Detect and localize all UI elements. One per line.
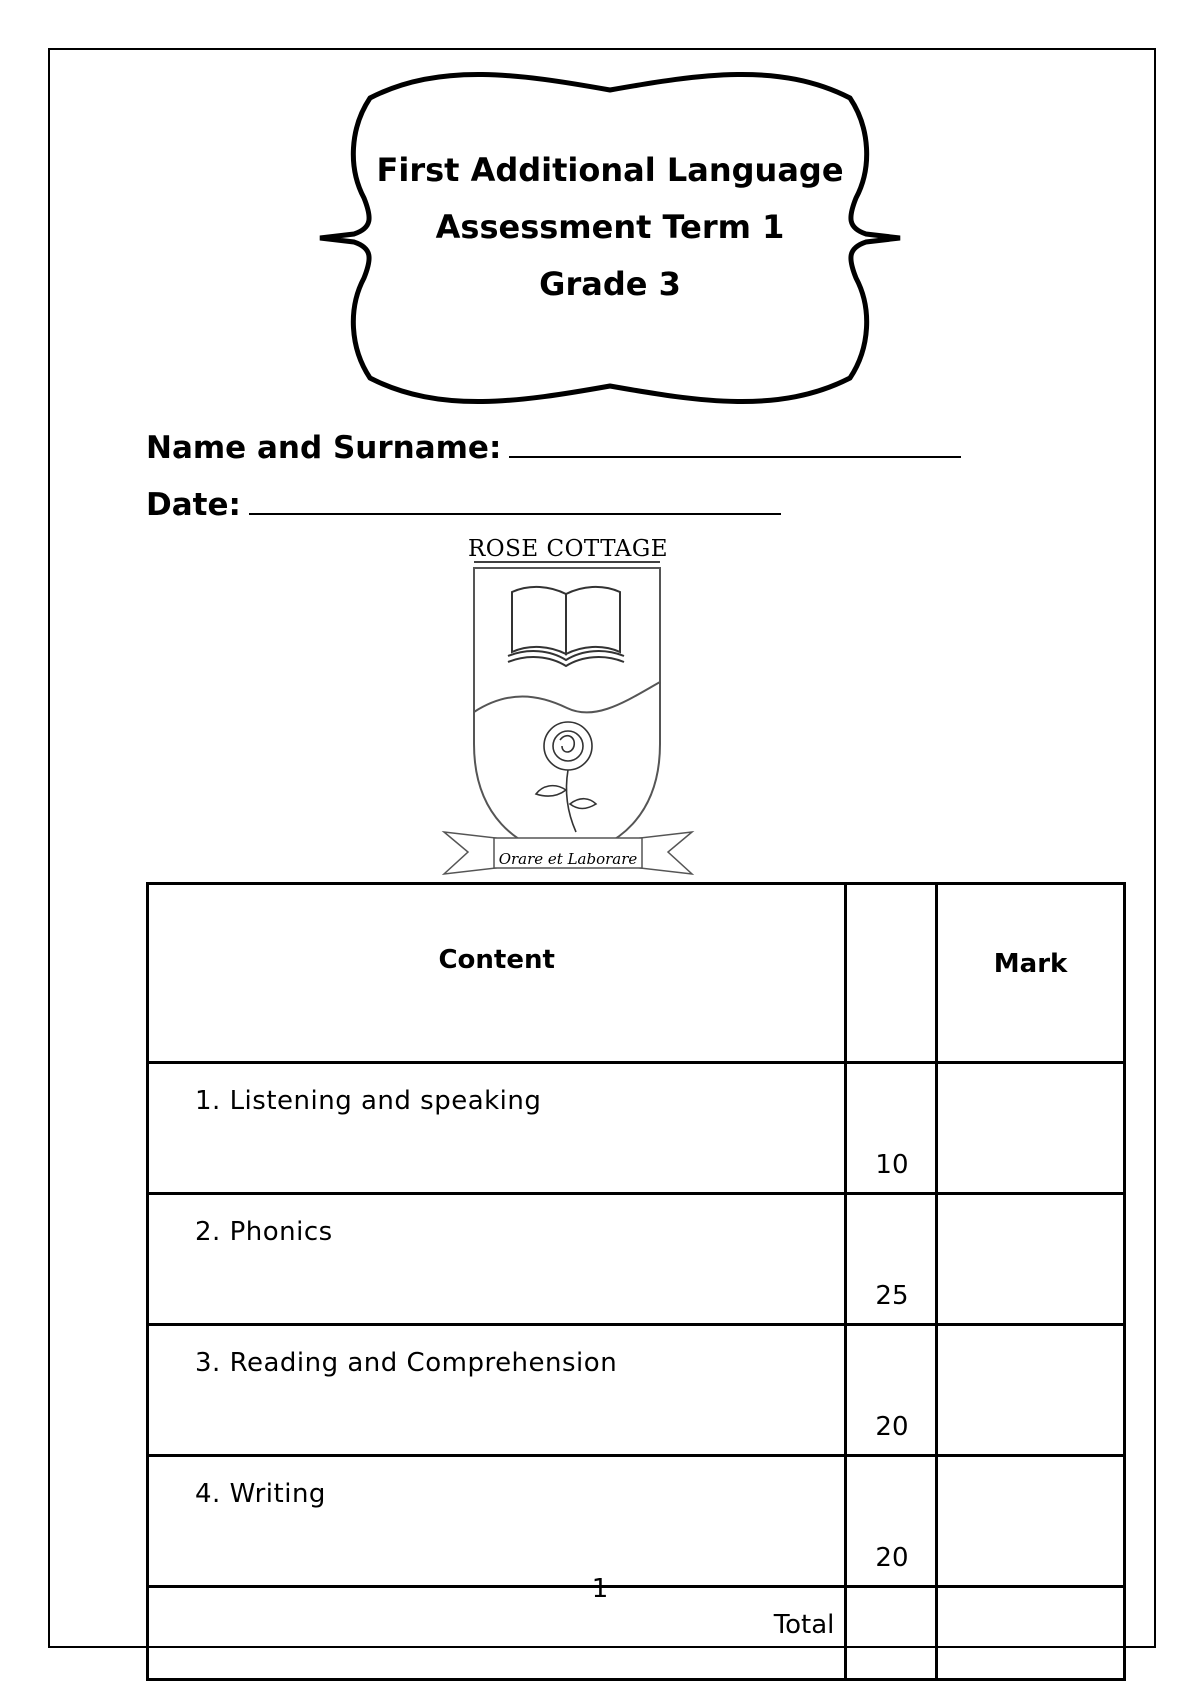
name-label: Name and Surname: bbox=[146, 430, 502, 466]
row-points: 20 bbox=[846, 1325, 937, 1456]
total-label: Total bbox=[148, 1587, 846, 1680]
row-content: 2. Phonics bbox=[148, 1194, 846, 1325]
crest-shield-icon bbox=[438, 532, 698, 882]
column-header-content: Content bbox=[148, 884, 846, 1063]
name-field bbox=[146, 430, 961, 466]
open-book-icon bbox=[508, 587, 624, 666]
row-mark-cell[interactable] bbox=[937, 1325, 1125, 1456]
date-field bbox=[146, 487, 781, 523]
table-header-row bbox=[148, 884, 1125, 1063]
crest-school-name: ROSE COTTAGE bbox=[467, 536, 669, 562]
document-title bbox=[300, 142, 920, 313]
row-content: 1. Listening and speaking bbox=[148, 1063, 846, 1194]
title-frame bbox=[300, 68, 920, 408]
row-mark-cell[interactable] bbox=[937, 1456, 1125, 1587]
marks-table bbox=[146, 882, 1126, 1681]
title-subject: First Additional Language bbox=[376, 151, 844, 189]
title-term: Assessment Term 1 bbox=[435, 208, 785, 246]
table-row bbox=[148, 1456, 1125, 1587]
row-points: 25 bbox=[846, 1194, 937, 1325]
row-mark-cell[interactable] bbox=[937, 1063, 1125, 1194]
title-grade: Grade 3 bbox=[539, 265, 681, 303]
table-row bbox=[148, 1325, 1125, 1456]
page-number: 1 bbox=[591, 1574, 609, 1604]
row-points: 20 bbox=[846, 1456, 937, 1587]
school-crest bbox=[438, 532, 698, 882]
date-blank-line[interactable] bbox=[249, 487, 781, 515]
column-header-mark: Mark bbox=[937, 884, 1125, 1063]
rose-icon bbox=[536, 722, 596, 832]
row-points: 10 bbox=[846, 1063, 937, 1194]
name-blank-line[interactable] bbox=[509, 430, 961, 458]
row-mark-cell[interactable] bbox=[937, 1194, 1125, 1325]
row-content: 3. Reading and Comprehension bbox=[148, 1325, 846, 1456]
table-row bbox=[148, 1194, 1125, 1325]
crest-motto: Orare et Laborare bbox=[498, 850, 638, 868]
row-content: 4. Writing bbox=[148, 1456, 846, 1587]
date-label: Date: bbox=[146, 487, 241, 523]
table-row bbox=[148, 1063, 1125, 1194]
column-header-points bbox=[846, 884, 937, 1063]
